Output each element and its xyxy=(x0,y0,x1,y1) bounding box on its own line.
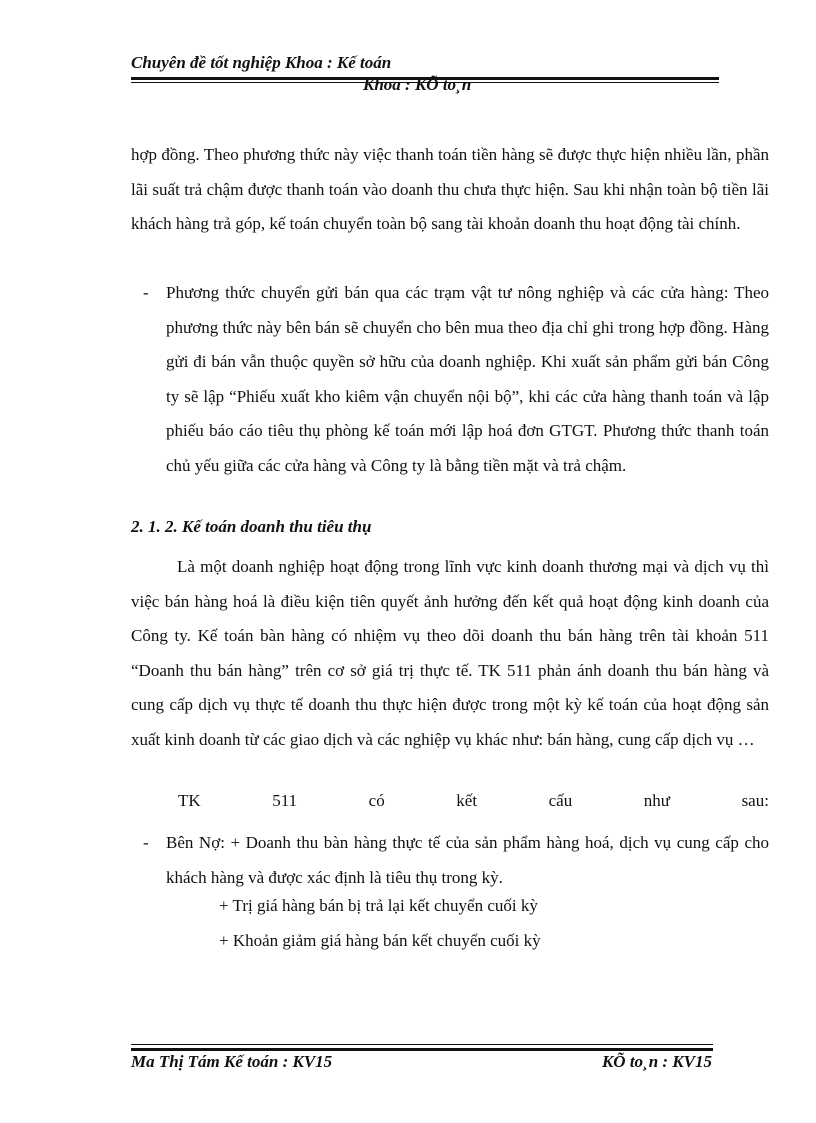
bullet-paragraph-2: Bên Nợ: + Doanh thu bàn hàng thực tế của sản phẩm hàng hoá, dịch vụ cung cấp cho khách hàng và được xác định là tiêu thụ trong kỳ. xyxy=(166,833,769,887)
paragraph-2: Là một doanh nghiệp hoạt động trong lĩnh vực kinh doanh thương mại và dịch vụ thì việc bán hàng hoá là điều kiện tiên quyết ảnh hưởng đến kết quả hoạt động kinh doanh của Công ty. Kế toán bàn hàng có nhiệm vụ theo dõi doanh thu bán hàng trên tài khoản 511 “Doanh thu bán hàng” trên cơ sở giá trị thực tế. TK 511 phản ánh doanh thu bán hàng và cung cấp dịch vụ thực tế doanh thu thực hiện được trong một kỳ kế toán của hoạt động sản xuất kinh doanh từ các giao dịch và các nghiệp vụ khác như: bán hàng, cung cấp dịch vụ … xyxy=(131,557,769,749)
footer-rule-thin xyxy=(131,1044,713,1045)
tk-511-line xyxy=(178,791,769,811)
footer-rule-thick xyxy=(131,1048,713,1051)
bullet-paragraph-1: Phương thức chuyển gửi bán qua các trạm vật tư nông nghiệp và các cửa hàng: Theo phương thức này bên bán sẽ chuyển cho bên mua theo địa chỉ ghi trong hợp đồng. Hàng gửi đi bán vẫn thuộc quyền sở hữu của doanh nghiệp. Khi xuất sản phẩm gửi bán Công ty sẽ lập “Phiếu xuất kho kiêm vận chuyển nội bộ”, khi các cửa hàng thanh toán và lập phiếu báo cáo tiêu thụ phòng kế toán mới lập hoá đơn GTGT. Phương thức thanh toán chủ yếu giữa các cửa hàng và Công ty là bằng tiền mặt và trả chậm. xyxy=(166,283,769,475)
tk-word: cấu xyxy=(548,791,573,810)
tk-word: như xyxy=(643,791,670,810)
footer-left: Ma Thị Tám Kế toán : KV15 xyxy=(131,1052,333,1071)
footer-right: KÕ to¸n : KV15 xyxy=(601,1052,712,1071)
paragraph-1: hợp đồng. Theo phương thức này việc thanh toán tiền hàng sẽ được thực hiện nhiều lần, phần lãi suất trả chậm được thanh toán vào doanh thu chưa thực hiện. Sau khi nhận toàn bộ tiền lãi khách hàng trả góp, kế toán chuyển toàn bộ sang tài khoản doanh thu hoạt động tài chính. xyxy=(131,145,769,233)
bullet-marker-2: - xyxy=(143,833,149,852)
tk-word: TK xyxy=(178,791,201,810)
bullet-marker-1: - xyxy=(143,283,149,302)
tk-word: 511 xyxy=(272,791,298,810)
header-title: Chuyên đề tốt nghiệp Khoa : Kế toán xyxy=(131,53,392,72)
tk-word: kết xyxy=(456,791,478,810)
sub-item-1: + Trị giá hàng bán bị trả lại kết chuyển cuối kỳ xyxy=(219,896,538,915)
section-heading: 2. 1. 2. Kế toán doanh thu tiêu thụ xyxy=(131,517,372,536)
tk-word: có xyxy=(368,791,385,810)
header-subtitle: Khoa : KÕ to¸n xyxy=(363,75,472,94)
sub-item-2: + Khoản giảm giá hàng bán kết chuyển cuối kỳ xyxy=(219,931,541,950)
tk-word: sau: xyxy=(741,791,769,810)
